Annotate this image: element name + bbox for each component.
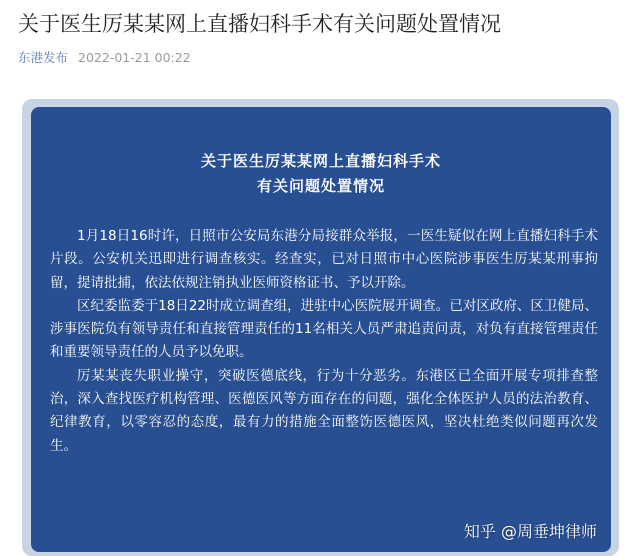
notice-heading-line-1: 关于医生厉某某网上直播妇科手术 (200, 152, 441, 170)
notice-image[interactable] (31, 107, 611, 552)
article-meta (18, 50, 191, 66)
notice-paragraph-2: 区纪委监委于18日22时成立调查组，进驻中心医院展开调查。已对区政府、区卫健局、涉事医院负有领导责任和直接管理责任的11名相关人员严肃追责问责，对负有直接管理责任和重要领导责任的人员予以免职。 (50, 297, 598, 361)
notice-paragraph-3: 厉某某丧失职业操守，突破医德底线，行为十分恶劣。东港区已全面开展专项排查整治，深入查找医疗机构管理、医德医风等方面存在的问题，强化全体医护人员的法治教育、纪律教育，以零容忍的态度，最有力的措施全面整饬医德医风，坚决杜绝类似问题再次发生。 (50, 367, 598, 454)
publisher-account-link[interactable]: 东港发布 (18, 50, 69, 65)
notice-paragraph-1: 1月18日16时许，日照市公安局东港分局接群众举报，一医生疑似在网上直播妇科手术片段。公安机关迅即进行调查核实。经查实，已对日照市中心医院涉事医生厉某某刑事拘留，提请批捕，依法依规注销执业医师资格证书、予以开除。 (50, 228, 598, 291)
publish-date: 2022-01-21 00:22 (78, 50, 191, 65)
notice-body (50, 225, 598, 458)
article-title: 关于医生厉某某网上直播妇科手术有关问题处置情况 (18, 12, 501, 36)
notice-heading (31, 149, 611, 199)
zhihu-watermark: 知乎 @周垂坤律师 (463, 522, 597, 541)
notice-heading-line-2: 有关问题处置情况 (256, 177, 385, 195)
